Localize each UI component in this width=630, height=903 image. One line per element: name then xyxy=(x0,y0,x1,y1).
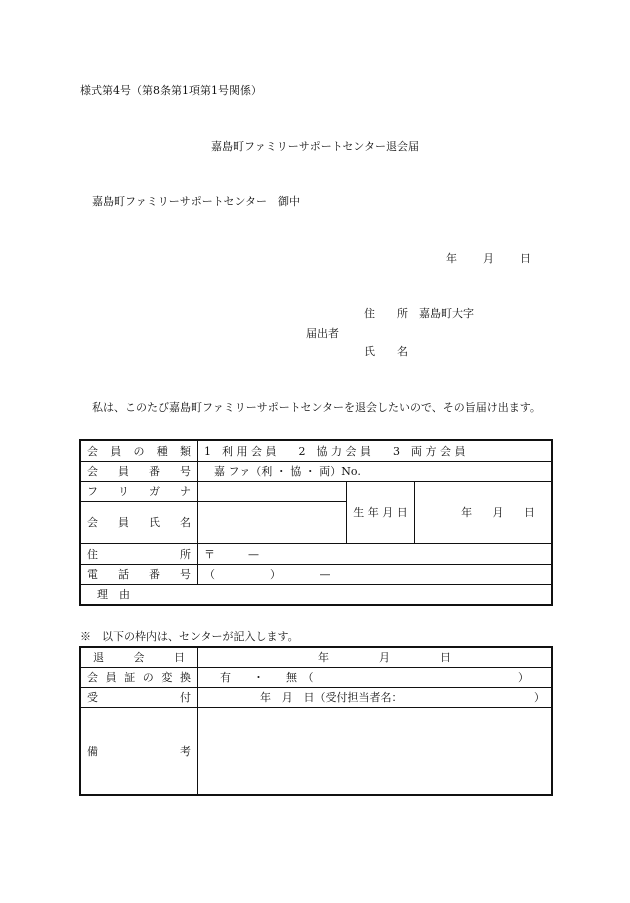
furigana-field[interactable] xyxy=(198,481,347,501)
form-number: 様式第4号（第8条第1項第1号関係） xyxy=(80,84,262,97)
label-char: 種 xyxy=(156,444,168,458)
phone-label xyxy=(80,564,198,584)
label-char: の xyxy=(133,444,145,458)
receipt-label xyxy=(80,687,198,707)
row-member-number xyxy=(80,461,552,481)
center-note: ※ 以下の枠内は、センターが記入します。 xyxy=(80,630,299,643)
member-number-value: 嘉 ファ（利 ・ 協 ・ 両）No. xyxy=(198,461,553,481)
label-char: 会 xyxy=(133,651,145,665)
row-withdrawal-date xyxy=(80,647,552,667)
reason-field[interactable]: 理 由 xyxy=(80,584,552,605)
document-title: 嘉島町ファミリーサポートセンター退会届 xyxy=(210,140,419,153)
label-char: 類 xyxy=(180,444,191,458)
label-char: 付 xyxy=(180,691,191,704)
label-char: 番 xyxy=(149,465,160,478)
row-phone xyxy=(80,564,552,584)
remarks-field[interactable] xyxy=(198,707,553,795)
receipt-year: 年 xyxy=(260,691,271,704)
withdrawal-year: 年 xyxy=(318,651,329,665)
label-char: 電 xyxy=(87,568,98,581)
notifier-address xyxy=(364,305,474,321)
label-char: 退 xyxy=(93,651,104,665)
label-char: 話 xyxy=(118,568,129,581)
card-exchange-label xyxy=(80,667,198,687)
birthdate-label: 生 年 月 日 xyxy=(347,481,415,543)
label-char: 住 xyxy=(87,547,98,561)
notifier-address-value: 嘉島町大字 xyxy=(419,307,474,320)
row-card-exchange xyxy=(80,667,552,687)
date-line xyxy=(446,250,531,266)
card-exchange-close: ） xyxy=(518,671,529,684)
member-number-label xyxy=(80,461,198,481)
address-label xyxy=(80,543,198,564)
receipt-field[interactable] xyxy=(198,687,553,707)
address-field[interactable]: 〒 — xyxy=(198,543,553,564)
birth-month: 月 xyxy=(492,506,504,519)
label-char: 員 xyxy=(118,516,129,529)
label-char: 会 xyxy=(87,444,98,458)
label-char: 番 xyxy=(149,568,160,581)
statement: 私は、このたび嘉島町ファミリーサポートセンターを退会したいので、その旨届け出ます。 xyxy=(92,401,541,414)
label-char: 会 xyxy=(87,671,98,684)
label-char: 会 xyxy=(87,465,98,478)
label-char: 受 xyxy=(87,691,98,704)
birthdate-field[interactable] xyxy=(415,481,553,543)
label-char: 所 xyxy=(180,547,191,561)
label-char: ガ xyxy=(149,485,160,498)
addressee: 嘉島町ファミリーサポートセンター 御中 xyxy=(92,195,301,208)
date-year: 年 xyxy=(446,252,457,265)
withdrawal-day: 日 xyxy=(440,651,451,665)
row-reason xyxy=(80,584,552,605)
label-char: ナ xyxy=(180,485,191,498)
label-char: 日 xyxy=(174,651,185,665)
label-char: 名 xyxy=(180,516,191,529)
label-char: 会 xyxy=(87,516,98,529)
label-char: 員 xyxy=(118,465,129,478)
label-char: 員 xyxy=(105,671,117,684)
label-char: 考 xyxy=(180,744,191,758)
row-member-type xyxy=(80,440,552,461)
label-char: の xyxy=(142,671,154,684)
label-char: 換 xyxy=(179,671,191,684)
receipt-month: 月 xyxy=(281,691,293,704)
notifier-name-label: 氏 名 xyxy=(364,345,408,358)
row-receipt xyxy=(80,687,552,707)
label-char: 号 xyxy=(180,568,191,581)
center-table xyxy=(79,646,553,796)
remarks-label xyxy=(80,707,198,795)
birth-year: 年 xyxy=(461,506,473,519)
withdrawal-label xyxy=(80,647,198,667)
receipt-day: 日（受付担当者名： xyxy=(303,691,403,704)
label-char: 号 xyxy=(180,465,191,478)
row-address xyxy=(80,543,552,564)
withdrawal-month: 月 xyxy=(379,651,390,665)
row-furigana xyxy=(80,481,552,501)
withdrawal-date-field[interactable] xyxy=(198,647,553,667)
card-exchange-value: 有 ・ 無 （ xyxy=(220,671,314,684)
label-char: 氏 xyxy=(149,516,160,529)
notifier-address-label: 住 所 xyxy=(364,307,408,320)
receipt-close: ） xyxy=(534,691,545,704)
birth-day: 日 xyxy=(523,506,535,519)
date-day: 日 xyxy=(520,252,531,265)
card-exchange-field[interactable] xyxy=(198,667,553,687)
label-char: 備 xyxy=(87,744,98,758)
label-char: フ xyxy=(87,485,98,498)
member-table xyxy=(79,439,553,606)
member-name-field[interactable] xyxy=(198,501,347,543)
phone-field[interactable]: （ ） — xyxy=(198,564,553,584)
member-type-options: 1 利 用 会 員 2 協 力 会 員 3 両 方 会 員 xyxy=(198,440,553,461)
row-remarks xyxy=(80,707,552,795)
notifier-label: 届出者 xyxy=(306,327,339,340)
furigana-label xyxy=(80,481,198,501)
label-char: リ xyxy=(118,485,129,498)
member-type-label xyxy=(80,440,198,461)
date-month: 月 xyxy=(483,252,494,265)
label-char: 変 xyxy=(161,671,173,684)
member-name-label xyxy=(80,501,198,543)
label-char: 証 xyxy=(124,671,136,684)
label-char: 員 xyxy=(110,444,122,458)
